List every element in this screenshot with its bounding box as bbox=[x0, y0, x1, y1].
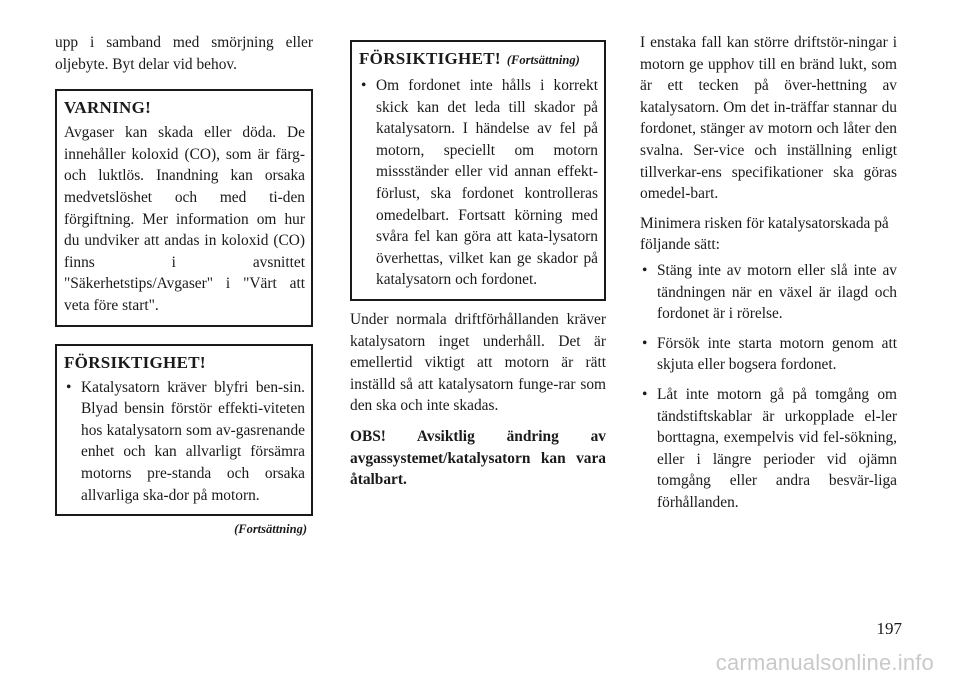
list-item-text: Låt inte motorn gå på tomgång om tändstiftskablar är urkopplade el-ler borttagna, exempelvis vid fel-sökning, eller i längre perioder vid ojämn tomgång eller andra besvär-liga förhållanden. bbox=[657, 385, 897, 511]
caution-list-item bbox=[359, 75, 598, 291]
caution-list-item bbox=[64, 377, 305, 507]
bullet-icon: • bbox=[642, 261, 648, 279]
column-right bbox=[640, 32, 897, 513]
caution-title: FÖRSIKTIGHET! bbox=[359, 49, 501, 68]
warning-title: VARNING! bbox=[64, 98, 152, 118]
risk-list bbox=[640, 260, 897, 514]
list-item-text: Stäng inte av motorn eller slå inte av tändningen när en växel är ilagd och fordonet är i rörelse. bbox=[657, 261, 897, 323]
list-item bbox=[640, 333, 897, 376]
column-left bbox=[55, 32, 313, 541]
caution-bullet-text: Om fordonet inte hålls i korrekt skick kan det leda till skador på katalysatorn. I händelse av fel på motorn, speciellt om motorn missständer eller vid annan effekt-förlust, ska fordonet kontrolleras omedelbart. Fortsatt körning med svåra fel kan göra att kata-lysatorn överhettas, vilket kan ge skador på katalysatorn och fordonet. bbox=[376, 77, 598, 289]
list-item-text: Försök inte starta motorn genom att skjuta eller bogsera fordonet. bbox=[657, 334, 897, 374]
continued-label: (Fortsättning) bbox=[506, 53, 580, 67]
bullet-icon: • bbox=[66, 378, 72, 396]
bullet-icon: • bbox=[361, 77, 367, 94]
bullet-icon: • bbox=[642, 334, 648, 352]
caution-list bbox=[64, 377, 305, 507]
page-number: 197 bbox=[876, 619, 902, 638]
watermark: carmanualsonline.info bbox=[715, 650, 934, 675]
minimize-risk-paragraph: Minimera risken för katalysatorskada på följande sätt: bbox=[640, 214, 889, 254]
warning-box bbox=[55, 89, 313, 326]
legal-note: OBS! Avsiktlig ändring av avgassystemet/katalysatorn kan vara åtalbart. bbox=[350, 427, 606, 489]
warning-text: Avgaser kan skada eller döda. De innehåller koloxid (CO), som är färg- och luktlös. Inandning kan orsaka medvetslöshet och med ti-den förgiftning. Mer information om hur du undviker att andas in koloxid (CO) finns i avsnittet "Säkerhetstips/Avgaser" i "Värt att veta före start". bbox=[64, 124, 305, 314]
caution-bullet-text: Katalysatorn kräver blyfri ben-sin. Blyad bensin förstör effekti-viteten hos katalysatorn som av-gasrenande enhet och kan allvarligt försämra motorns pre-standa och orsaka allvarliga ska-dor på motorn. bbox=[81, 378, 305, 504]
list-item bbox=[640, 260, 897, 325]
caution-box bbox=[55, 344, 313, 517]
list-item bbox=[640, 384, 897, 514]
column-middle bbox=[350, 40, 606, 491]
caution-title: FÖRSIKTIGHET! bbox=[64, 352, 206, 372]
caution-continued-title bbox=[359, 48, 598, 71]
overheating-paragraph: I enstaka fall kan större driftstör-ningar i motorn ge upphov till en bränd lukt, som är ett tecken på över-hettning av katalysatorn. Om det in-träffar stannar du fordonet, stänger av motorn och låter den svalna. Ser-vice och inställning enligt tillverkar-ens specifikationer ska göras omedel-bart. bbox=[640, 34, 897, 203]
continued-note: (Fortsättning) bbox=[234, 522, 307, 537]
bullet-icon: • bbox=[642, 385, 648, 403]
caution-continued-box bbox=[350, 40, 606, 301]
maintenance-paragraph: Under normala driftförhållanden kräver katalysatorn inget underhåll. Det är emellertid viktigt att motorn är rätt inställd så att katalysatorn funge-rar som den ska och inte skadas. bbox=[350, 310, 606, 415]
intro-paragraph: upp i samband med smörjning eller oljebyte. Byt delar vid behov. bbox=[55, 34, 313, 73]
caution-list bbox=[359, 75, 598, 291]
